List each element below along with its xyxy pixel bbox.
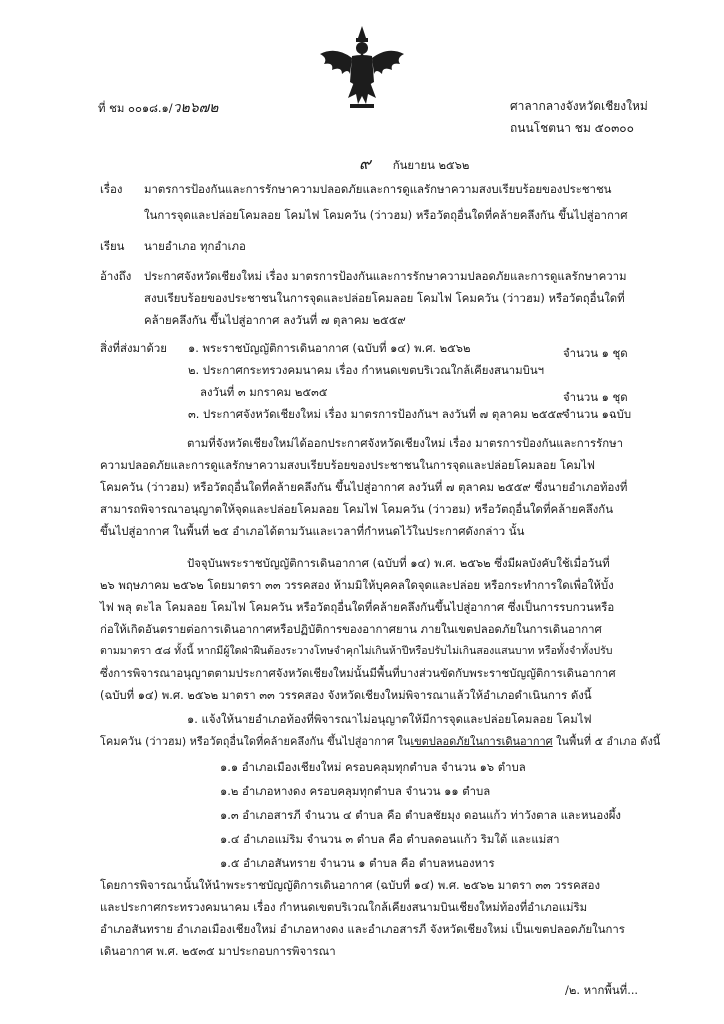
item1-line-2 bbox=[100, 734, 660, 749]
enclosure-item-1: ๑. พระราชบัญญัติการเดินอากาศ (ฉบับที่ ๑๔) พ.ศ. ๒๕๖๒ bbox=[188, 341, 471, 355]
document-date bbox=[359, 152, 469, 177]
para2-line-3: ไฟ พลุ ตะไล โคมลอย โคมไฟ โคมควัน หรือวัตถุอื่นใดที่คล้ายคลึงกันขึ้นไปสู่อากาศ ซึ่งเป็นการรบกวนหรือ bbox=[100, 600, 615, 614]
subject-line-2: ในการจุดและปล่อยโคมลอย โคมไฟ โคมควัน (ว่าวฮม) หรือวัตถุอื่นใดที่คล้ายคลึงกัน ขึ้นไปสู่อากาศ bbox=[144, 208, 628, 222]
para3-line-1: โดยการพิจารณานั้นให้นำพระราชบัญญัติการเดินอากาศ (ฉบับที่ ๑๔) พ.ศ. ๒๕๖๒ มาตรา ๓๓ วรรคสอง bbox=[100, 878, 601, 892]
para3-line-3: อำเภอสันทราย อำเภอเมืองเชียงใหม่ อำเภอหางดง และอำเภอสารภี จังหวัดเชียงใหม่ เป็นเขตปลอดภัยในการ bbox=[100, 922, 625, 936]
reference-line-1: ประกาศจังหวัดเชียงใหม่ เรื่อง มาตรการป้องกันและการรักษาความปลอดภัยและการดูแลรักษาความ bbox=[144, 269, 627, 283]
date-month-year: กันยายน ๒๕๖๒ bbox=[392, 158, 470, 172]
enclosure-item-1-quantity: จำนวน ๑ ชุด bbox=[563, 346, 628, 360]
enclosures-label: สิ่งที่ส่งมาด้วย bbox=[100, 341, 167, 355]
para2-line-6: ซึ่งการพิจารณาอนุญาตตามประกาศจังหวัดเชียงใหม่นั้นมีพื้นที่บางส่วนขัดกับพระราชบัญญัติการเดินอากาศ bbox=[100, 666, 616, 680]
subitem-1-4: ๑.๔ อำเภอแม่ริม จำนวน ๓ ตำบล คือ ตำบลดอนแก้ว ริมใต้ และแม่สา bbox=[220, 832, 560, 846]
salutation-label: เรียน bbox=[100, 239, 125, 253]
para2-line-1: ปัจจุบันพระราชบัญญัติการเดินอากาศ (ฉบับที่ ๑๔) พ.ศ. ๒๕๖๒ ซึ่งมีผลบังคับใช้เมื่อวันที่ bbox=[187, 556, 610, 570]
para1-line-4: สามารถพิจารณาอนุญาตให้จุดและปล่อยโคมลอย โคมไฟ โคมควัน (ว่าวฮม) หรือวัตถุอื่นใดที่คล้ายคลึงกัน bbox=[100, 502, 613, 516]
reference-label: อ้างถึง bbox=[100, 269, 132, 283]
document-number-handwritten: ว๒๖๗๒ bbox=[172, 100, 219, 116]
safety-zone-underlined: เขตปลอดภัยในการเดินอากาศ bbox=[410, 735, 553, 748]
para2-line-2: ๒๖ พฤษภาคม ๒๕๖๒ โดยมาตรา ๓๓ วรรคสอง ห้ามมิให้บุคคลใดจุดและปล่อย หรือกระทำการใดเพื่อให้บั้ง bbox=[100, 578, 614, 592]
reference-line-3: คล้ายคลึงกัน ขึ้นไปสู่อากาศ ลงวันที่ ๗ ตุลาคม ๒๕๕๙ bbox=[144, 313, 406, 327]
sender-address-line-2: ถนนโชตนา ชม ๕๐๓๐๐ bbox=[510, 121, 634, 135]
subitem-1-5: ๑.๕ อำเภอสันทราย จำนวน ๑ ตำบล คือ ตำบลหนองหาร bbox=[220, 856, 495, 870]
item1-line-1: ๑. แจ้งให้นายอำเภอท้องที่พิจารณาไม่อนุญาตให้มีการจุดและปล่อยโคมลอย โคมไฟ bbox=[187, 712, 592, 726]
para1-line-3: โคมควัน (ว่าวฮม) หรือวัตถุอื่นใดที่คล้ายคลึงกัน ขึ้นไปสู่อากาศ ลงวันที่ ๗ ตุลาคม ๒๕๕๙ ซึ่งนายอำเภอท้องที่ bbox=[100, 480, 628, 494]
subitem-1-1: ๑.๑ อำเภอเมืองเชียงใหม่ ครอบคลุมทุกตำบล จำนวน ๑๖ ตำบล bbox=[220, 760, 526, 774]
subject-label: เรื่อง bbox=[100, 182, 123, 196]
subject-line-1: มาตรการป้องกันและการรักษาความปลอดภัยและการดูแลรักษาความสงบเรียบร้อยของประชาชน bbox=[144, 182, 612, 196]
para1-line-1: ตามที่จังหวัดเชียงใหม่ได้ออกประกาศจังหวัดเชียงใหม่ เรื่อง มาตรการป้องกันและการรักษา bbox=[187, 436, 624, 450]
subitem-1-3: ๑.๓ อำเภอสารภี จำนวน ๔ ตำบล คือ ตำบลชัยมุง ดอนแก้ว ท่าวังตาล และหนองผึ้ง bbox=[220, 808, 621, 822]
document-number-label: ที่ ชม ๐๐๑๘.๑/ bbox=[98, 101, 173, 115]
para3-line-2: และประกาศกระทรวงคมนาคม เรื่อง กำหนดเขตบริเวณใกล้เคียงสนามบินเชียงใหม่ท้องที่อำเภอแม่ริม bbox=[100, 900, 588, 914]
enclosure-item-2-quantity: จำนวน ๑ ชุด bbox=[563, 390, 628, 404]
sender-address-line-1: ศาลากลางจังหวัดเชียงใหม่ bbox=[510, 99, 648, 113]
continuation-marker: /๒. หากพื้นที่... bbox=[565, 983, 639, 997]
date-day-handwritten: ๙ bbox=[359, 154, 371, 173]
enclosure-item-2-date: ลงวันที่ ๓ มกราคม ๒๕๓๕ bbox=[200, 385, 328, 399]
para2-line-4: ก่อให้เกิดอันตรายต่อการเดินอากาศหรือปฏิบัติการของอากาศยาน ภายในเขตปลอดภัยในการเดินอากาศ bbox=[100, 622, 602, 636]
para3-line-4: เดินอากาศ พ.ศ. ๒๕๓๕ มาประกอบการพิจารณา bbox=[100, 944, 336, 958]
garuda-emblem bbox=[312, 24, 412, 114]
enclosure-item-2: ๒. ประกาศกระทรวงคมนาคม เรื่อง กำหนดเขตบริเวณใกล้เคียงสนามบินฯ bbox=[188, 363, 545, 377]
para2-line-5: ตามมาตรา ๕๘ ทั้งนี้ หากมีผู้ใดฝ่าฝืนต้องระวางโทษจำคุกไม่เกินห้าปีหรือปรับไม่เกินสองแสนบาท หรือทั้งจำทั้งปรับ bbox=[100, 645, 613, 657]
item1-line-2-end: ในพื้นที่ ๕ อำเภอ ดังนี้ bbox=[552, 735, 661, 748]
para1-line-5: ขึ้นไปสู่อากาศ ในพื้นที่ ๒๕ อำเภอได้ตามวันและเวลาที่กำหนดไว้ในประกาศดังกล่าว นั้น bbox=[100, 524, 525, 538]
para1-line-2: ความปลอดภัยและการดูแลรักษาความสงบเรียบร้อยของประชาชนในการจุดและปล่อยโคมลอย โคมไฟ bbox=[100, 458, 595, 472]
para2-line-7: (ฉบับที่ ๑๔) พ.ศ. ๒๕๖๒ มาตรา ๓๓ วรรคสอง จังหวัดเชียงใหม่พิจารณาแล้วให้อำเภอดำเนินการ ดังนี้ bbox=[100, 688, 592, 702]
enclosure-item-3: ๓. ประกาศจังหวัดเชียงใหม่ เรื่อง มาตรการป้องกันฯ ลงวันที่ ๗ ตุลาคม ๒๕๕๙ bbox=[188, 407, 565, 421]
document-number bbox=[98, 97, 218, 119]
subitem-1-2: ๑.๒ อำเภอหางดง ครอบคลุมทุกตำบล จำนวน ๑๑ ตำบล bbox=[220, 784, 491, 798]
item1-line-2-start: โคมควัน (ว่าวฮม) หรือวัตถุอื่นใดที่คล้ายคลึงกัน ขึ้นไปสู่อากาศ ใน bbox=[100, 735, 411, 748]
salutation-text: นายอำเภอ ทุกอำเภอ bbox=[144, 239, 246, 253]
enclosure-item-3-quantity: จำนวน ๑ฉบับ bbox=[563, 407, 632, 421]
reference-line-2: สงบเรียบร้อยของประชาชนในการจุดและปล่อยโคมลอย โคมไฟ โคมควัน (ว่าวฮม) หรือวัตถุอื่นใดที่ bbox=[144, 291, 625, 305]
